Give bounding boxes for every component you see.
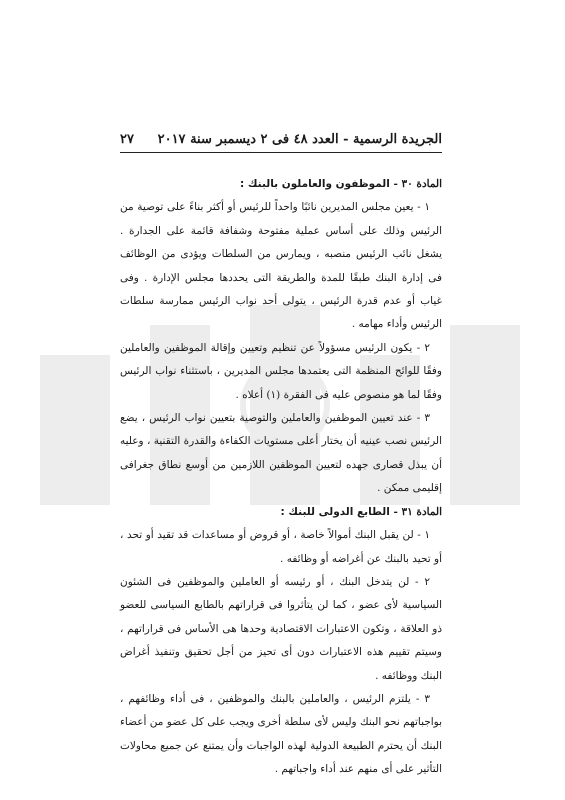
page-header bbox=[120, 128, 442, 150]
paragraph: ٣ - يلتزم الرئيس ، والعاملين بالبنك والموظفين ، فى أداء وظائفهم ، بواجباتهم نحو البنك وليس لأى سلطة أخرى ويجب على كل عضو من أعضاء البنك أن يحترم الطبيعة الدولية لهذه الواجبات وأن يمتنع عن جميع محاولات التأثير على أى منهم عند أداء واجباتهم . bbox=[120, 692, 442, 776]
paragraph: ١ - يعين مجلس المديرين نائبًا واحداً للرئيس أو أكثر بناءً على توصية من الرئيس وذلك على أساس عملية مفتوحة وشفافة قائمة على الجدارة . يشغل نائب الرئيس منصبه ، ويمارس من السلطات ويؤدى من الوظائف فى إدارة البنك طبقًا للمدة والطريقة التى يحددها مجلس الإدارة . وفى غياب أو عدم قدرة الرئيس ، يتولى أحد نواب الرئيس ممارسة سلطات الرئيس وأداء مهامه . bbox=[120, 201, 442, 331]
paragraph: ١ - لن يقبل البنك أموالاً خاصة ، أو قروض أو مساعدات قد تقيد أو تحد ، أو تحيد بالبنك عن أغراضه أو وظائفه . bbox=[120, 529, 442, 565]
article-title: الطابع الدولى للبنك : bbox=[280, 505, 390, 518]
article-heading-31 bbox=[120, 501, 442, 524]
article-number: المادة ٣١ - bbox=[393, 505, 442, 518]
publication-title: الجريدة الرسمية - العدد ٤٨ فى ٢ ديسمبر سنة ٢٠١٧ bbox=[157, 131, 442, 147]
paragraph: ٣ - عند تعيين الموظفين والعاملين والتوصية بتعيين نواب الرئيس ، يضع الرئيس نصب عينيه أن يختار أعلى مستويات الكفاءة والقدرة التقنية ، وعليه أن يبذل قصارى جهده لتعيين الموظفين اللازمين من أوسع نطاق جغرافى إقليمى ممكن . bbox=[120, 412, 442, 495]
article-number: المادة ٣٠ - bbox=[393, 178, 442, 190]
header-divider bbox=[120, 152, 442, 153]
paragraph: ٢ - لن يتدخل البنك ، أو رئيسه أو العاملين والموظفين فى الشئون السياسية لأى عضو ، كما لن يتأثروا فى قراراتهم بالطابع السياسى للعضو ذو العلاقة ، وتكون الاعتبارات الاقتصادية وحدها هى الأساس فى قراراتهم ، وسيتم تقييم هذه الاعتبارات دون أى تحيز من أجل تحقيق وتنفيذ أغراض البنك ووظائفه . bbox=[120, 575, 442, 682]
page-number: ٢٧ bbox=[120, 131, 134, 147]
article-heading-30 bbox=[120, 173, 442, 196]
paragraph: ٢ - يكون الرئيس مسؤولاً عن تنظيم وتعيين وإقالة الموظفين والعاملين وفقًا للوائح المنظمة التى يعتمدها مجلس المديرين ، باستثناء نواب الرئيس وفقًا لما هو منصوص عليه فى الفقرة (١) أعلاه . bbox=[120, 341, 442, 401]
article-title: الموظفون والعاملون بالبنك : bbox=[240, 178, 390, 190]
document-body bbox=[120, 173, 442, 782]
